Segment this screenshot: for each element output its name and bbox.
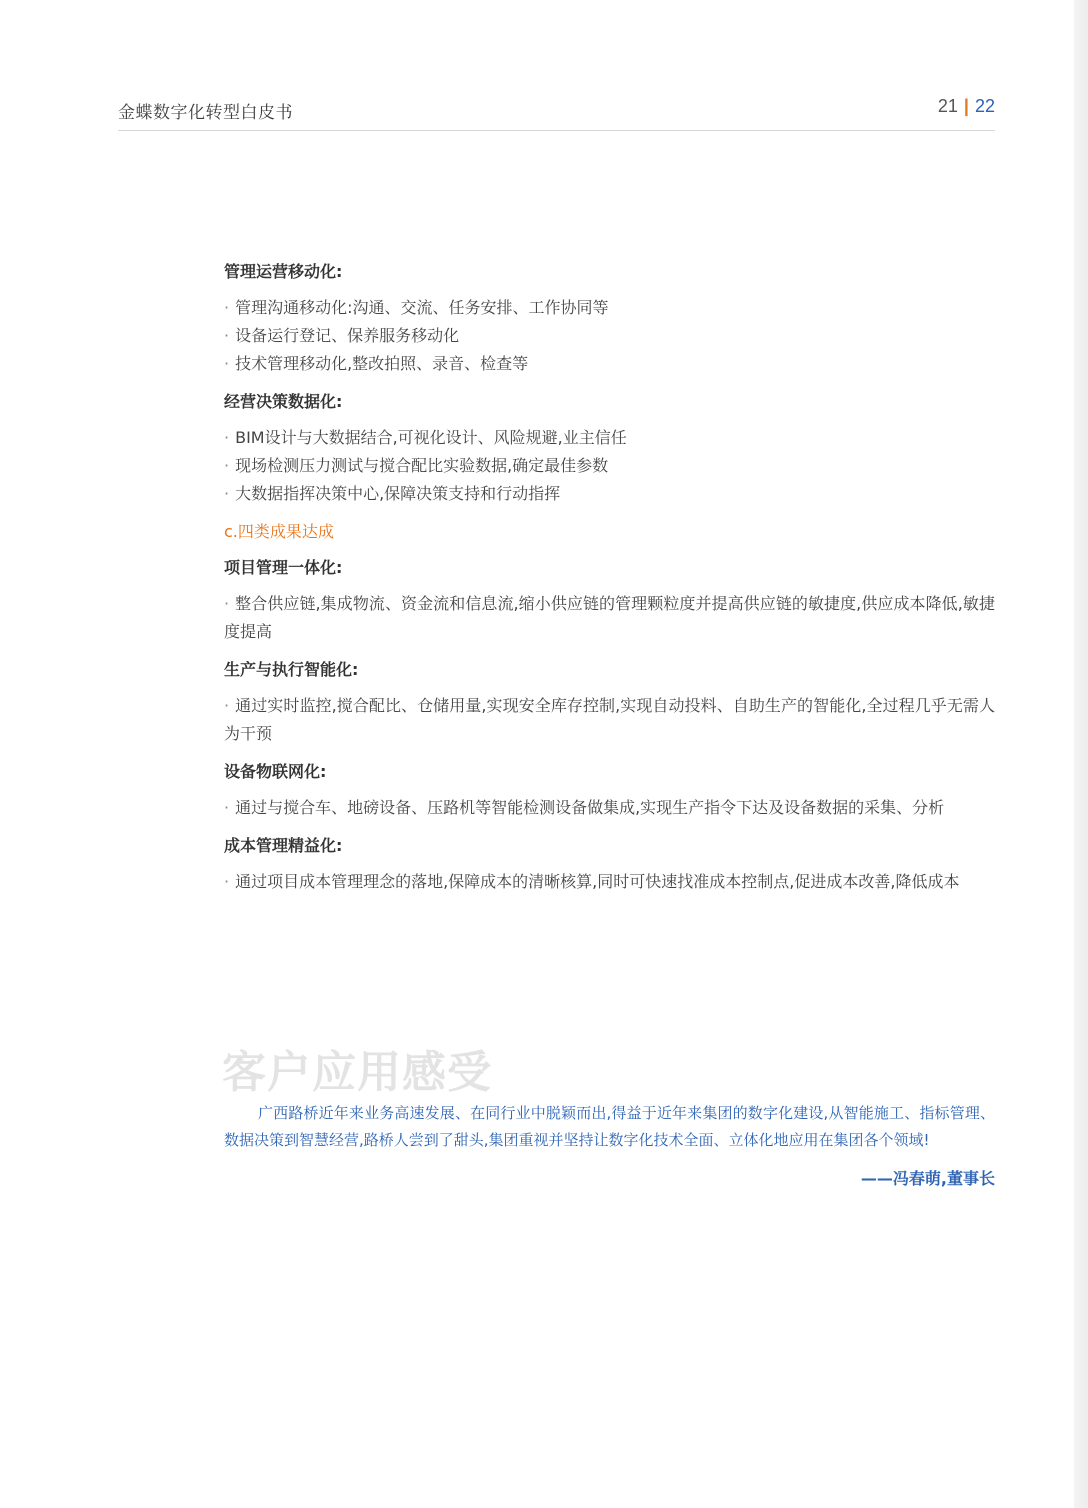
section-heading-iot: 设备物联网化:	[224, 762, 327, 781]
page-number-left: 21	[937, 96, 958, 116]
customer-quote: 广西路桥近年来业务高速发展、在同行业中脱颖而出,得益于近年来集团的数字化建设,从智能施工、指标管理、数据决策到智慧经营,路桥人尝到了甜头,集团重视并坚持让数字化技术全面、立体化地应用在集团各个领域!	[224, 1104, 995, 1149]
page-numbers	[938, 96, 995, 117]
main-content	[224, 258, 995, 906]
bullet-list-data	[224, 424, 995, 508]
section-heading-integration: 项目管理一体化:	[224, 558, 343, 577]
page-number-separator: |	[963, 96, 969, 116]
list-item: · 设备运行登记、保养服务移动化	[224, 326, 460, 345]
section-heading-mobile: 管理运营移动化:	[224, 262, 343, 281]
page-header	[118, 96, 995, 131]
page-number-right: 22	[974, 96, 995, 116]
bullet-list-mobile	[224, 294, 995, 378]
quote-author: ——冯春萌,董事长	[860, 1169, 995, 1188]
list-item: · 管理沟通移动化:沟通、交流、任务安排、工作协同等	[224, 298, 609, 317]
list-item: · 技术管理移动化,整改拍照、录音、检查等	[224, 354, 529, 373]
section-heading-data: 经营决策数据化:	[224, 392, 343, 411]
list-item: · 大数据指挥决策中心,保障决策支持和行动指挥	[224, 484, 561, 503]
customer-feedback-title: 客户应用感受	[222, 1047, 492, 1098]
list-item: · BIM设计与大数据结合,可视化设计、风险规避,业主信任	[224, 428, 627, 447]
document-title: 金蝶数字化转型白皮书	[118, 103, 293, 123]
page-edge-shadow	[1074, 0, 1088, 1508]
paragraph-cost: · 通过项目成本管理理念的落地,保障成本的清晰核算,同时可快速找准成本控制点,促进成本改善,降低成本	[224, 872, 960, 891]
paragraph-integration: · 整合供应链,集成物流、资金流和信息流,缩小供应链的管理颗粒度并提高供应链的敏捷度,供应成本降低,敏捷度提高	[224, 594, 995, 641]
section-heading-cost: 成本管理精益化:	[224, 836, 343, 855]
paragraph-iot: · 通过与搅合车、地磅设备、压路机等智能检测设备做集成,实现生产指令下达及设备数据的采集、分析	[224, 798, 945, 817]
section-heading-intelligent: 生产与执行智能化:	[224, 660, 359, 679]
list-item: · 现场检测压力测试与搅合配比实验数据,确定最佳参数	[224, 456, 609, 475]
results-subheading: c.四类成果达成	[224, 522, 334, 541]
paragraph-intelligent: · 通过实时监控,搅合配比、仓储用量,实现安全库存控制,实现自动投料、自助生产的智能化,全过程几乎无需人为干预	[224, 696, 995, 743]
